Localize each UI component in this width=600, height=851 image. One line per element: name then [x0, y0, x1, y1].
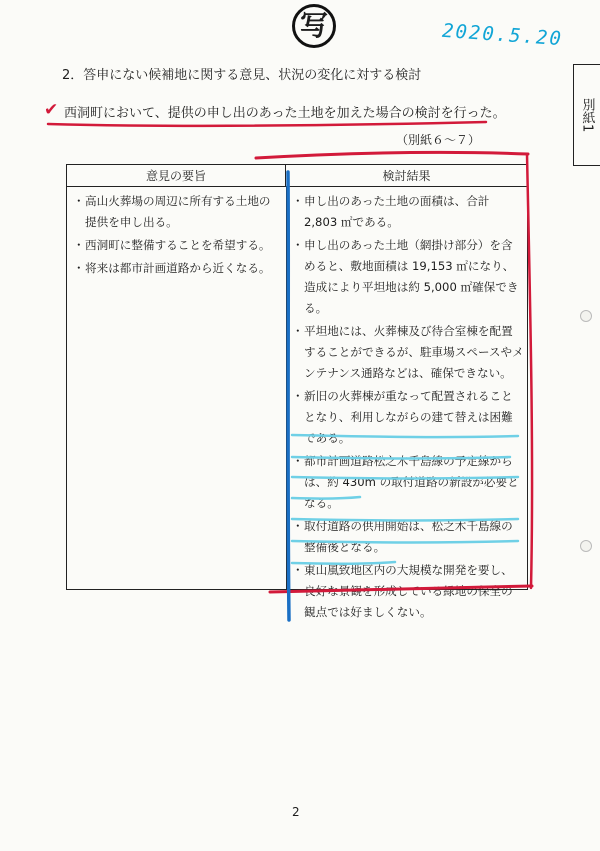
cyan-underline-2	[292, 457, 510, 459]
blue-vertical-line	[288, 172, 289, 620]
handwritten-date: 2020.5.20	[441, 19, 564, 51]
result-text: 東山風致地区内の大規模な開発を要し、良好な景観を形成している緑地の保全の観点では好ましくない。	[304, 563, 513, 619]
page-number: 2	[292, 805, 300, 819]
opinion-text: 将来は都市計画道路から近くなる。	[85, 261, 271, 275]
binder-hole	[580, 310, 592, 322]
header-review-result: 検討結果	[286, 165, 527, 187]
bullet: ・	[73, 194, 85, 208]
red-right-line	[527, 154, 532, 588]
review-statement: 西洞町において、提供の申し出のあった土地を加えた場合の検討を行った。	[64, 106, 506, 121]
section-heading: 2．答申にない候補地に関する意見、状況の変化に対する検討	[62, 68, 422, 83]
cyan-highlights	[292, 435, 518, 564]
opinion-text: 西洞町に整備することを希望する。	[85, 238, 271, 252]
result-text: 取付道路の供用開始は、松之木千島線の整備後となる。	[304, 519, 513, 554]
bullet: ・	[73, 261, 85, 275]
bullet: ・	[292, 454, 304, 468]
bullet: ・	[292, 324, 304, 338]
bullet: ・	[292, 519, 304, 533]
red-top-line	[256, 152, 528, 158]
checkmark-icon: ✔	[44, 100, 59, 120]
bullet: ・	[292, 563, 304, 577]
bullet: ・	[292, 389, 304, 403]
side-tab: 別紙1	[573, 64, 600, 166]
cyan-underline-3	[292, 477, 518, 479]
result-text: 都市計画道路松之木千島線の予定線からは、約 430m の取付道路の新設が必要となる。	[304, 454, 519, 510]
bullet: ・	[292, 238, 304, 252]
stamp-character: 写	[299, 9, 328, 42]
red-bottom-line	[270, 586, 532, 592]
result-text: 新旧の火葬棟が重なって配置されることとなり、利用しながらの建て替えは困難である。	[304, 389, 513, 445]
attachment-reference: （別紙６～７）	[396, 133, 481, 147]
cyan-underline-1	[292, 435, 518, 437]
result-text: 平坦地には、火葬棟及び待合室棟を配置することができるが、駐車場スペースやメンテナンス通路などは、確保できない。	[304, 324, 524, 380]
bullet: ・	[73, 238, 85, 252]
cyan-underline-5	[292, 519, 518, 521]
cyan-underline-6	[292, 541, 518, 543]
cyan-underline-4	[292, 497, 360, 499]
red-underline-statement	[48, 122, 486, 126]
bullet: ・	[292, 194, 304, 208]
binder-hole	[580, 540, 592, 552]
header-opinion-summary: 意見の要旨	[67, 165, 286, 187]
result-text: 申し出のあった土地の面積は、合計 2,803 ㎡である。	[304, 194, 490, 229]
result-text: 申し出のあった土地（網掛け部分）を含めると、敷地面積は 19,153 ㎡になり、造成により平坦地は約 5,000 ㎡確保できる。	[304, 238, 519, 315]
opinion-text: 高山火葬場の周辺に所有する土地の提供を申し出る。	[85, 194, 271, 229]
cyan-underline-7	[292, 562, 395, 564]
